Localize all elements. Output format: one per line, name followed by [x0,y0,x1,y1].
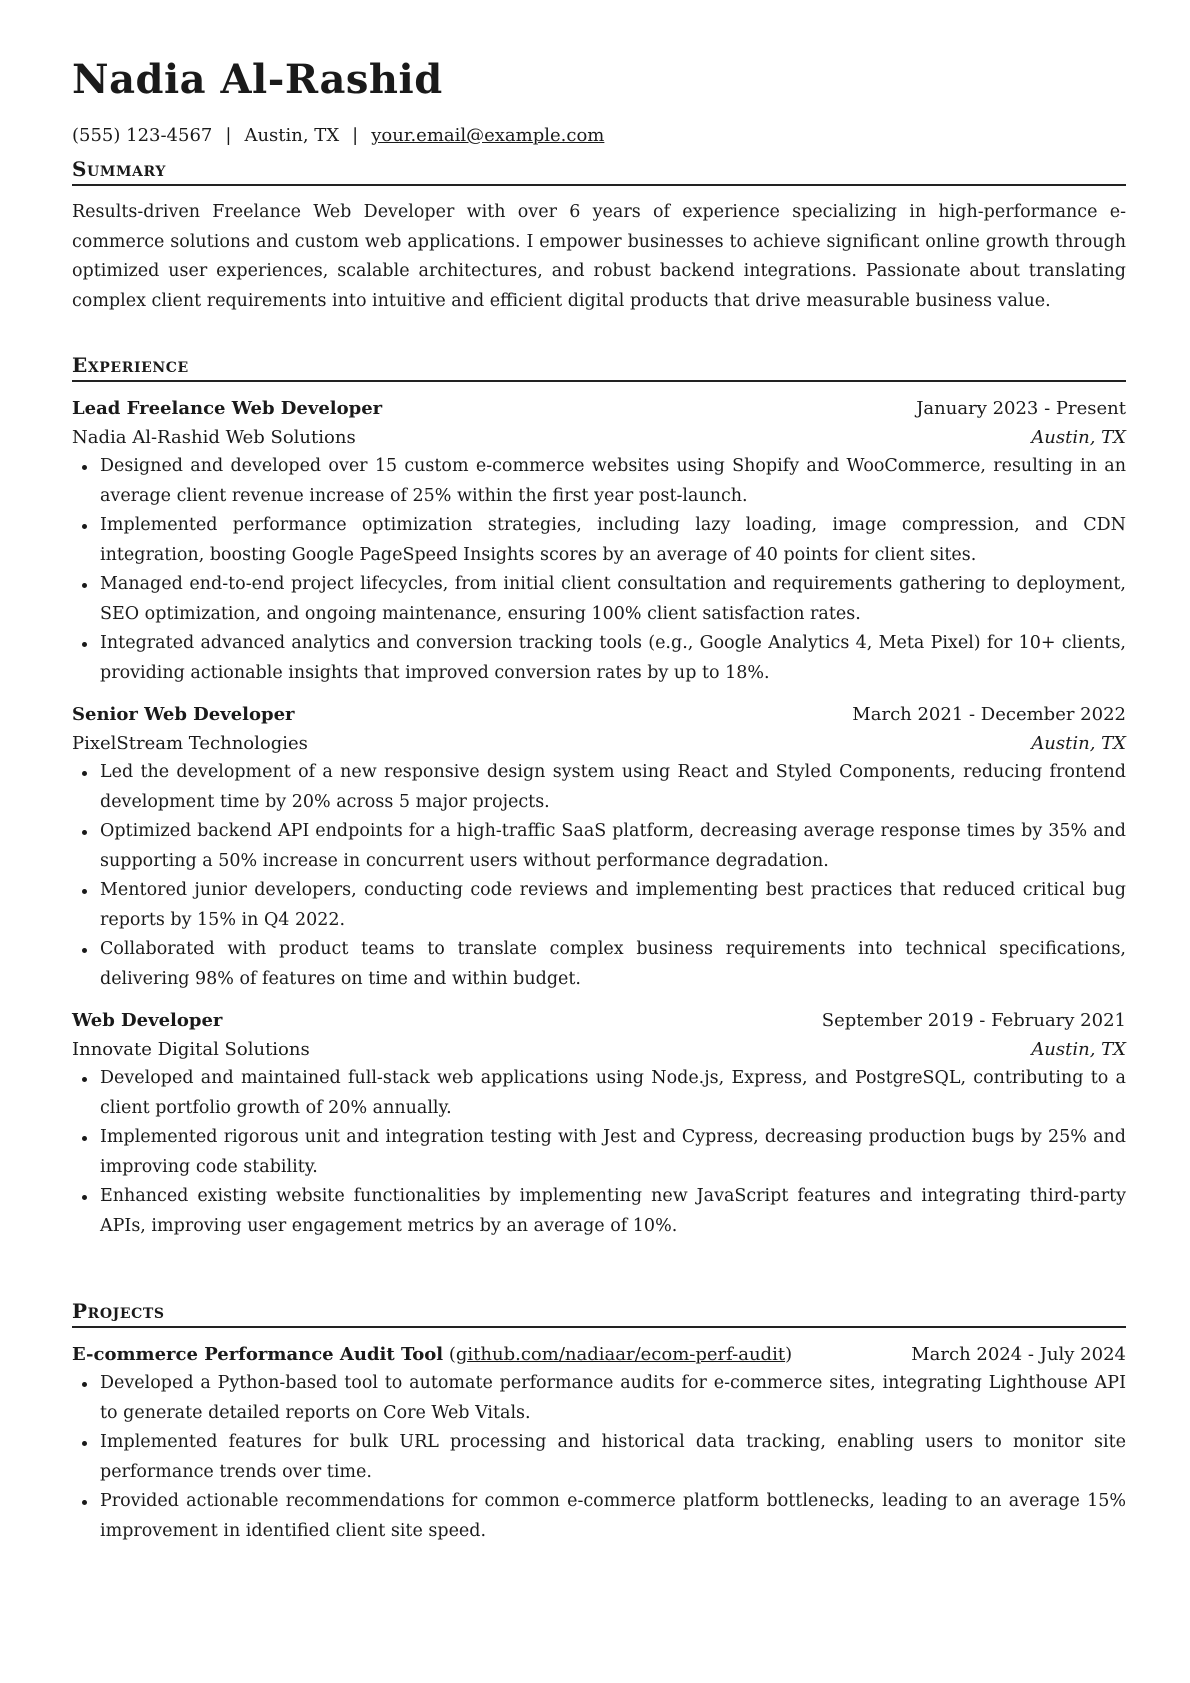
bullet-item: Optimized backend API endpoints for a high-traffic SaaS platform, decreasing average response times by 35% and supporting a 50% increase in concurrent users without performance degradation. [72,817,1126,876]
job-header [72,1006,1126,1035]
project-bullets [72,1369,1126,1546]
phone-number: (555) 123-4567 [72,125,213,146]
job-location: Austin, TX [1031,1039,1126,1060]
project-name: E-commerce Performance Audit Tool [72,1344,444,1365]
contact-separator: | [225,125,232,146]
paren-close: ) [785,1344,793,1365]
job-company: Nadia Al-Rashid Web Solutions [72,427,356,448]
project-header [72,1340,1126,1369]
bullet-item: Collaborated with product teams to translate complex business requirements into technical specifications, delivering 98% of features on time and within budget. [72,935,1126,994]
bullet-item: Developed and maintained full-stack web applications using Node.js, Express, and PostgreSQL, contributing to a client portfolio growth of 20% annually. [72,1064,1126,1123]
bullet-item: Integrated advanced analytics and conversion tracking tools (e.g., Google Analytics 4, Meta Pixel) for 10+ clients, providing actionable insights that improved conversion rates by up to 18%. [72,629,1126,688]
section-title-experience: Experience [72,352,1126,382]
bullet-item: Provided actionable recommendations for common e-commerce platform bottlenecks, leading to an average 15% improvement in identified client site speed. [72,1487,1126,1546]
job-bullets [72,758,1126,994]
project-link[interactable]: github.com/nadiaar/ecom-perf-audit [455,1344,786,1365]
bullet-item: Managed end-to-end project lifecycles, from initial client consultation and requirements gathering to deployment, SEO optimization, and ongoing maintenance, ensuring 100% client satisfaction rates. [72,570,1126,629]
job-company: PixelStream Technologies [72,733,308,754]
bullet-item: Implemented features for bulk URL processing and historical data tracking, enabling users to monitor site performance trends over time. [72,1428,1126,1487]
bullet-item: Implemented performance optimization strategies, including lazy loading, image compression, and CDN integration, boosting Google PageSpeed Insights scores by an average of 40 points for client sites. [72,511,1126,570]
job-header [72,394,1126,423]
job-dates: January 2023 - Present [916,398,1126,419]
section-title-projects: Projects [72,1298,1126,1328]
job-title: Web Developer [72,1010,223,1031]
candidate-name: Nadia Al-Rashid [72,56,443,103]
bullet-item: Designed and developed over 15 custom e-commerce websites using Shopify and WooCommerce, resulting in an average client revenue increase of 25% within the first year post-launch. [72,452,1126,511]
project-dates: March 2024 - July 2024 [911,1344,1126,1365]
job-location: Austin, TX [1031,427,1126,448]
job-header [72,700,1126,729]
summary-text: Results-driven Freelance Web Developer with over 6 years of experience specializing in high-performance e-commerce solutions and custom web applications. I empower businesses to achieve significant online growth through optimized user experiences, scalable architectures, and robust backend integrations. Passionate about translating complex client requirements into intuitive and efficient digital products that drive measurable business value. [72,202,1126,311]
contact-line [72,123,604,149]
paren-open: ( [448,1344,456,1365]
contact-separator: | [352,125,359,146]
job-company-row [72,423,1126,452]
email-link[interactable]: your.email@example.com [371,125,605,146]
bullet-item: Implemented rigorous unit and integration testing with Jest and Cypress, decreasing production bugs by 25% and improving code stability. [72,1123,1126,1182]
job-title: Senior Web Developer [72,704,295,725]
project-title-group [72,1340,792,1369]
job-bullets [72,1064,1126,1241]
job-company: Innovate Digital Solutions [72,1039,310,1060]
bullet-item: Mentored junior developers, conducting code reviews and implementing best practices that reduced critical bug reports by 15% in Q4 2022. [72,876,1126,935]
location: Austin, TX [244,125,340,146]
job-dates: March 2021 - December 2022 [852,704,1126,725]
job-title: Lead Freelance Web Developer [72,398,383,419]
job-location: Austin, TX [1031,733,1126,754]
job-company-row [72,1035,1126,1064]
job-company-row [72,729,1126,758]
section-title-summary: Summary [72,156,1126,186]
bullet-item: Enhanced existing website functionalities by implementing new JavaScript features and integrating third-party APIs, improving user engagement metrics by an average of 10%. [72,1182,1126,1241]
bullet-item: Developed a Python-based tool to automate performance audits for e-commerce sites, integrating Lighthouse API to generate detailed reports on Core Web Vitals. [72,1369,1126,1428]
job-bullets [72,452,1126,688]
bullet-item: Led the development of a new responsive design system using React and Styled Components, reducing frontend development time by 20% across 5 major projects. [72,758,1126,817]
job-dates: September 2019 - February 2021 [821,1010,1126,1031]
